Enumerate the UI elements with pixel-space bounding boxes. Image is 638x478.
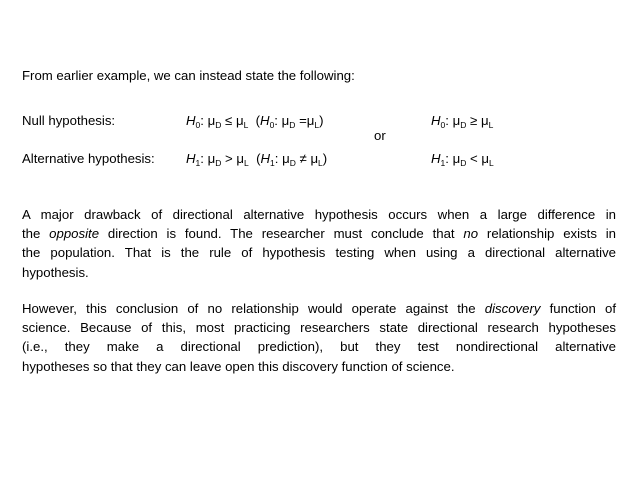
null-hypothesis-label: Null hypothesis:: [22, 113, 116, 128]
paragraph-line: the opposite direction is found. The researcher must conclude that no relationship exists in: [22, 226, 617, 242]
emphasis-discovery: discovery: [484, 301, 541, 316]
intro-text: From earlier example, we can instead state the following:: [22, 68, 355, 83]
null-hypothesis-formula: $H_0$: $\mu_D \le \mu_L$ ($H_0$: $\mu_D =\mu_L$): [186, 113, 324, 130]
paragraph-line: A major drawback of directional alternative hypothesis occurs when a large difference in: [22, 207, 616, 222]
paragraph-line: (i.e., they make a directional prediction), but they test nondirectional alternative: [22, 339, 616, 355]
paragraph-line: However, this conclusion of no relationship would operate against the discovery function of: [22, 301, 616, 316]
null-hypothesis-alt-formula: $H_0$: $\mu_D \ge \mu_L$: [431, 113, 494, 130]
alternative-hypothesis-formula: $H_1$: $\mu_D > \mu_L$ ($H_1$: $\mu_D \ne \mu_L$): [186, 151, 328, 168]
paragraph-line: the population. That is the rule of hypothesis testing when using a directional alternative: [22, 245, 616, 261]
paragraph-discovery-function: [22, 299, 616, 376]
alternative-hypothesis-alt-formula: $H_1$: $\mu_D < \mu_L$: [431, 151, 494, 168]
emphasis-opposite: opposite: [49, 226, 100, 242]
paragraph-line: hypotheses so that they can leave open this discovery function of science.: [22, 358, 455, 374]
paragraph-directional-drawback: [22, 205, 616, 282]
paragraph-line: hypothesis.: [22, 264, 89, 280]
or-label: or: [374, 128, 386, 143]
paragraph-line: science. Because of this, most practicing researchers state directional research hypotheses: [22, 320, 616, 336]
alternative-hypothesis-label: Alternative hypothesis:: [22, 151, 155, 166]
emphasis-no: no: [463, 226, 479, 242]
